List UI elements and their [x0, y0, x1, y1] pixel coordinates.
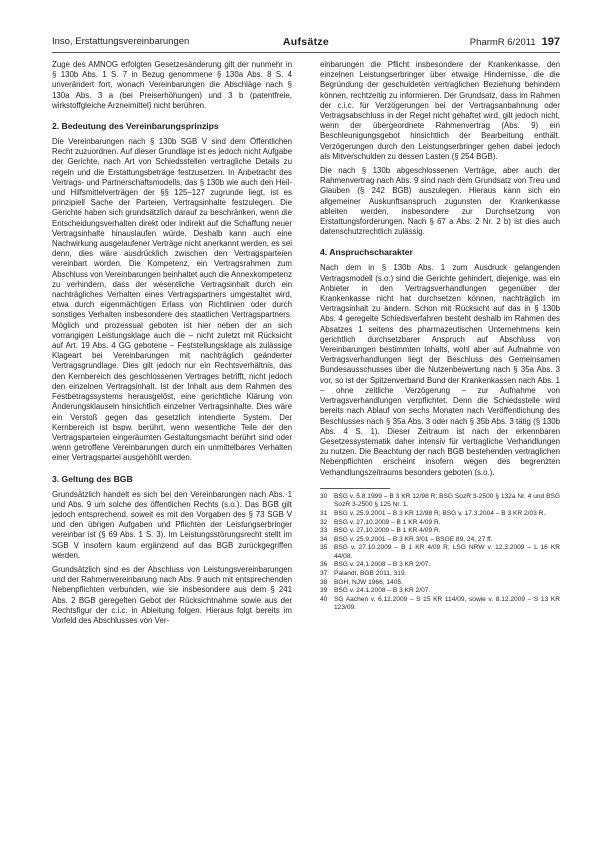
footnote-text: BSG v. 27.10.2009 – B 1 KR 4/09 R. — [334, 518, 441, 526]
footnote-number: 40 — [320, 595, 328, 603]
header-article-title: Inso, Erstattungsvereinbarungen — [52, 36, 190, 47]
footnote-text: BSG v. 27.10.2009 – B 1 KR 4/09 R; LSG NRW v. 12.3.2009 – L 16 KR 44/08. — [334, 544, 560, 560]
footnote-number: 39 — [320, 587, 328, 595]
left-column — [52, 60, 292, 630]
footnote-number: 35 — [320, 544, 328, 552]
header-journal-info — [470, 34, 560, 51]
footnote — [320, 493, 560, 510]
footnote-text: BSG v. 5.8.1999 – B 3 KR 12/98 R; BSG SozR 3-2500 § 132a Nr. 4 und BSG SozR 3-2500 § 125 Nr. 1. — [334, 492, 560, 509]
section-heading-3: 3. Geltung des BGB — [52, 473, 133, 484]
footnote-number: 38 — [320, 578, 328, 586]
continuation-paragraph: einbarungen die Pflicht insbesondere der Krankenkasse, den einzelnen Leistungserbringer über etwaige Hindernisse, die die Begründung der geschuldeten vertraglichen Beziehung behindern können, rechtzeitig zu informieren. Der Grundsatz, dass im Rahmen der c.i.c. für Verzögerungen bei der Vertragsanbahnung oder Vertragsabschluss in der Regel nicht gehaftet wird, gilt jedoch nicht, wenn der übergeordnete Rahmenvertrag (Abs. 9) ein Beschleunigungsgebot hinsichtlich der Bearbeitung enthält. Verzögerungen durch den Leistungserbringer gehen dabei jedoch als Mitverschulden zu dessen Lasten (§ 254 BGB). — [320, 60, 560, 161]
footnote — [320, 570, 560, 579]
footnote-text: BSG v. 24.1.2008 – B 3 KR 2/07. — [334, 587, 431, 595]
footnote-text: BGH, NJW 1966, 1405. — [334, 578, 403, 586]
footnote-number: 31 — [320, 509, 328, 517]
section-heading-2: 2. Bedeutung des Vereinbarungsprinzips — [52, 121, 219, 132]
intro-paragraph: Zuge des AMNOG erfolgten Gesetzesänderung gilt der nunmehr in § 130b Abs. 1 S. 7 in Bezug genommene § 130a Abs. 8 S. 4 unverändert fort, wonach Vereinbarungen die Abschläge nach § 130a Abs. 3 a (bei Preiserhöhungen) und 3 b (patentfreie, wirkstoffgleiche Arzneimittel) nicht berühren. — [52, 60, 292, 110]
footnote — [320, 561, 560, 570]
footnote-number: 34 — [320, 535, 328, 543]
footnote — [320, 519, 560, 528]
footnote-text: BSG v. 24.1.2008 – B 3 KR 2/07. — [334, 561, 431, 569]
footnote — [320, 510, 560, 519]
footnote-number: 37 — [320, 570, 328, 578]
footnote — [320, 596, 560, 613]
footnote-text: BSG v. 27.10.2009 – B 1 KR 4/09 R. — [334, 527, 441, 535]
footnote — [320, 544, 560, 561]
footnote — [320, 579, 560, 588]
header-journal: PharmR 6/2011 — [469, 37, 536, 48]
right-column — [320, 60, 560, 613]
footnote-number: 30 — [320, 492, 328, 500]
footnote-text: BSG v. 25.9.2001 – B 3 KR 12/98 R; BSG v. 17.3.2004 – B 3 KR 2/03 R. — [334, 509, 546, 517]
header-divider — [52, 52, 560, 53]
footnote-number: 36 — [320, 561, 328, 569]
continuation-paragraph-2: Die nach § 130b abgeschlossenen Verträge, aber auch der Rahmenvertrag nach Abs. 9 sind nach dem Grundsatz von Treu und Glauben (§ 242 BGB) auszulegen. Hieraus kann sich ein allgemeiner Auskunftsanspruch zugunsten der Krankenkasse ableiten werden, insbesondere zur Durchsetzung von Erstattungsforderungen. Nach § 67 a Abs. 2 Nr. 2 b) ist dies auch datenschutzrechtlich zulässig. — [320, 166, 560, 237]
page-number: 197 — [541, 36, 560, 48]
footnotes — [320, 493, 560, 613]
section-4-paragraph: Nach dem in § 130b Abs. 1 zum Ausdruck gelangenden Vertragsmodell (s.o.) sind die Gerichte gehindert, diejenige, was ein Anbieter in den Vertragsverhandlungen gegenüber der Krankenkasse nicht hat durchsetzen können, nachträglich im Vertragsinhalt zu ändern. Schon mit Rücksicht auf das in § 130b Abs. 4 geregelte Schiedsverfahren besteht deshalb im Rahmen des Absatzes 1 seitens des pharmazeutischen Unternehmens kein gerichtlich durchsetzbarer Anspruch auf Abschluss von Vereinbarungen bestimmten Inhalts, wohl aber auf Aufnahme von Vertragsverhandlungen liegt der Beschluss des Gemeinsamen Bundesausschusses über die Nutzenbewertung nach § 35a Abs. 3 vor, so ist der Spitzenverband Bund der Krankenkassen nach Abs. 1 – ohne zeitliche Verzögerung – zur Aufnahme von Vertragsverhandlungen verpflichtet. Denn die Schiedsstelle wird bereits nach Ablauf von sechs Monaten nach Veröffentlichung des Beschlusses nach § 35a Abs. 3 oder nach § 35b Abs. 3 tätig (§ 130b Abs. 4 S. 1). Dieser Zeitraum ist nach der erkennbaren Gesetzessystematik daher intensiv für vertragliche Verhandlungen zu nutzen. Die Beachtung der nach BGB bestehenden vertraglichen Nebenpflichten erscheint insofern wegen des begrenzten Verhandlungszeitraums besonders geboten (s.o.). — [320, 263, 560, 477]
footnote-text: SG Aachen v. 6.12.2009 – S 15 KR 114/09, sowie v. 8.12.2009 – S 13 KR 123/09. — [334, 595, 560, 612]
footnote — [320, 536, 560, 545]
section-3-paragraph-a: Grundsätzlich handelt es sich bei den Vereinbarungen nach Abs. 1 und Abs. 9 um solche des öffentlichen Rechts (s.o.). Das BGB gilt jedoch entsprechend, soweit es mit den Vorgaben des § 73 SGB V und den übrigen Aufgaben und Pflichten der Leistungserbringer vereinbar ist (§ 69 Abs. 1 S. 3). Im Leistungsstörungsrecht stellt im SGB V insofern kaum ergänzend auf das BGB zurückgegriffen werden. — [52, 489, 292, 560]
section-2-paragraph: Die Vereinbarungen nach § 130b SGB V sind dem Öffentlichen Recht zuzuordnen. Auf dieser Grundlage ist es jedoch nicht Aufgabe der Gerichte, nach Art von Schiedsstellen vertragliche Details zu regeln und die Erstattungsbeträge festzusetzen. In Anbetracht des Vertrags- und Partnerschaftsmodells, das § 130b wie auch den Heil- und Hilfsmittelverträgen der §§ 125–127 zugrunde liegt, ist es prinzipiell Sache der Parteien, Vertragsinhalte festzulegen. Die Gerichte haben sich grundsätzlich darauf zu beschränken, wenn die Entscheidungsverhalten direkt oder indirekt auf die Schaffung neuer Vertragsinhalte hinauslaufen würde. Deshalb kann auch eine Nachwirkung ausgelaufener Verträge nicht anerkannt werden, es sei denn, dies wäre ausdrücklich zwischen den Vertragsparteien vereinbart worden. Die Kompetenz, ein Vertragsrahmen zum Abschluss von Vereinbarungen beinhaltet auch die Annexkompetenz zu verhindern, dass der wesentliche Vertragsinhalt durch ein nachträgliches Verhalten eines Vertragspartners umgestaltet wird, etwa durch eigenmächtigen Erlass von Richtlinien oder durch sonstiges Verhalten insbesondere des staatlichen Vertragspartners. Möglich und prozessual geboten ist hier neben der an sich vorrangigen Leistungsklage auch die – nicht zuletzt mit Rücksicht auf Art. 19 Abs. 4 GG gebotene – Feststellungsklage als zulässige Klageart bei Vereinbarungen mit nachträglich geänderter Vertragsgrundlage. Dies gilt jedoch nur ein Rechtsverhältnis, das den Kernbereich des geschlossenen Vertrages betrifft, nicht jedoch den einzelnen Vertragsinhalt. Ist der Inhalt aus dem Rahmen des Festbetragssystems herausgelöst, eine gerichtliche Klärung von Änderungsklauseln hinsichtlich einzelner Vertragsinhalte. Dies wäre ein Verstoß gegen das gesetzlich intendierte System. Der Kernbereich ist bspw. berührt, wenn wesentliche Teile der den Vertragsparteien eingeräumten Gestaltungsmacht berührt sind oder wenn getroffene Vereinbarungen durch ein unmittelbares Verhalten einer Vertragspartei ausgehöhlt werden. — [52, 137, 292, 463]
section-heading-4: 4. Anspruchscharakter — [320, 247, 413, 258]
footnote-number: 32 — [320, 518, 328, 526]
header-section-title: Aufsätze — [282, 36, 330, 48]
running-header — [52, 34, 560, 50]
footnote — [320, 587, 560, 596]
footnote-divider — [320, 488, 390, 489]
footnote — [320, 527, 560, 536]
section-3-paragraph-b: Grundsätzlich sind es der Abschluss von Leistungsvereinbarungen und der Rahmenvereinbarung nach Abs. 9 auch mit entsprechenden Nebenpflichten verbunden, wie sie insbesondere aus dem § 241 Abs. 2 BGB geregelten Gebot der Rücksichtnahme sowie aus der Rechtsfigur der c.i.c. in Ableitung folgen. Hieraus folgt bereits im Vorfeld des Abschlusses von Ver- — [52, 564, 292, 625]
footnote-number: 33 — [320, 527, 328, 535]
footnote-text: BSG v. 25.9.2001 – B 3 KR 3/01 – BSGE 89, 24, 27 ff. — [334, 535, 493, 543]
footnote-text: Palandt, BGB 2011, 319. — [334, 570, 407, 578]
